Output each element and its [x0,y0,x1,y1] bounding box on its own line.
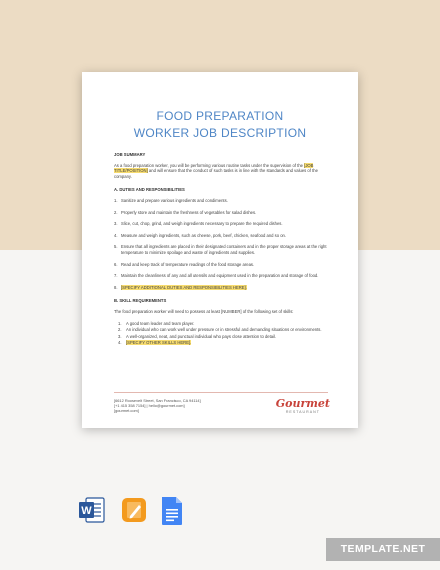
skill-text: An individual who can work well under pressure or in stressful and demanding situations or environments. [126,327,322,333]
duties-list [114,198,328,290]
job-summary-heading: JOB SUMMARY [114,152,146,157]
duty-number: 7. [114,273,118,279]
skill-item [114,321,328,327]
job-summary-after: and will ensure that the conduct of such tasks is in line with the standards and values of the company. [114,168,318,179]
duty-text: Ensure that all ingredients are placed in their designated containers and in the proper storage areas at the right temperature to minimize spoilage and waste of ingredients and supplies. [121,244,327,255]
duties-heading: A. DUTIES AND RESPONSIBILITIES [114,187,185,193]
document-page [82,72,358,428]
template-net-badge[interactable]: TEMPLATE.NET [326,538,440,561]
title-line-2: WORKER JOB DESCRIPTION [133,126,307,140]
duty-text: Maintain the cleanliness of any and all utensils and equipment used in the preparation and storage of food. [121,273,319,279]
pages-icon[interactable] [120,496,148,529]
duty-item [114,198,328,204]
skills-list [114,321,328,346]
duty-item [114,273,328,279]
duty-number: 5. [114,244,118,250]
job-summary-text [114,163,328,180]
duty-number: 2. [114,209,118,215]
duty-item [114,262,328,268]
title-line-1: FOOD PREPARATION [156,109,284,123]
document-body [114,152,328,347]
duty-item [114,221,328,227]
skills-heading: B. SKILL REQUIREMENTS [114,298,167,304]
skill-item [114,327,328,333]
duty-item [114,244,328,255]
job-title-placeholder: [JOB TITLE/POSITION] [114,162,314,174]
skill-text: A good team leader and team player. [126,320,195,326]
duty-number: 3. [114,221,118,227]
footer-contact: [+1 415 358 7154] | hello@gourmet.com] [114,403,185,409]
footer-website: [gourmet.com] [114,408,139,414]
brand-logo [276,398,330,415]
duty-item [114,210,328,216]
duty-number: 8. [114,284,118,290]
skill-number: 4. [118,340,122,346]
footer-address: [6612 Roosevelt Street, San Francisco, CA 94114] [114,398,201,403]
duty-item [114,233,328,239]
duty-text: Properly store and maintain the freshness of vegetables for salad dishes. [121,209,257,215]
word-icon-letter: W [81,505,92,517]
skills-intro: The food preparation worker will need to possess at least [NUMBER] of the following set of skills: [114,308,294,314]
document-title [82,108,358,142]
footer-address-block [114,398,234,414]
word-icon[interactable] [78,496,106,529]
skill-number: 2. [118,327,122,333]
duty-text: Read and keep track of temperature readings of the food storage areas. [121,261,255,267]
duty-placeholder-text: [SPECIFY ADDITIONAL DUTIES AND RESPONSIBILITIES HERE]. [121,284,247,290]
footer-divider [114,392,328,393]
duty-text: Sanitize and prepare various ingredients and condiments. [121,197,228,203]
skill-item [114,334,328,340]
skill-number: 3. [118,333,122,339]
skill-placeholder-text: [SPECIFY OTHER SKILLS HERE]. [126,340,192,346]
duty-number: 6. [114,261,118,267]
google-docs-icon[interactable] [160,496,184,531]
brand-subtitle: RESTAURANT [285,410,320,414]
skill-number: 1. [118,320,122,326]
duty-item [114,285,328,291]
brand-name: Gourmet [275,397,330,410]
duty-number: 4. [114,232,118,238]
job-summary-before: As a food preparation worker, you will be performing various routine tasks under the supervision of the [114,162,305,168]
duty-number: 1. [114,197,118,203]
duty-text: Measure and weigh ingredients, such as cheese, pork, beef, chicken, seafood and so on. [121,232,287,238]
skill-item [114,340,328,346]
skill-text: A well-organized, neat, and punctual individual who pays close attention to detail. [126,333,277,339]
duty-text: Slice, cut, chop, grind, and weigh ingredients necessary to prepare the required dishes. [121,221,283,227]
